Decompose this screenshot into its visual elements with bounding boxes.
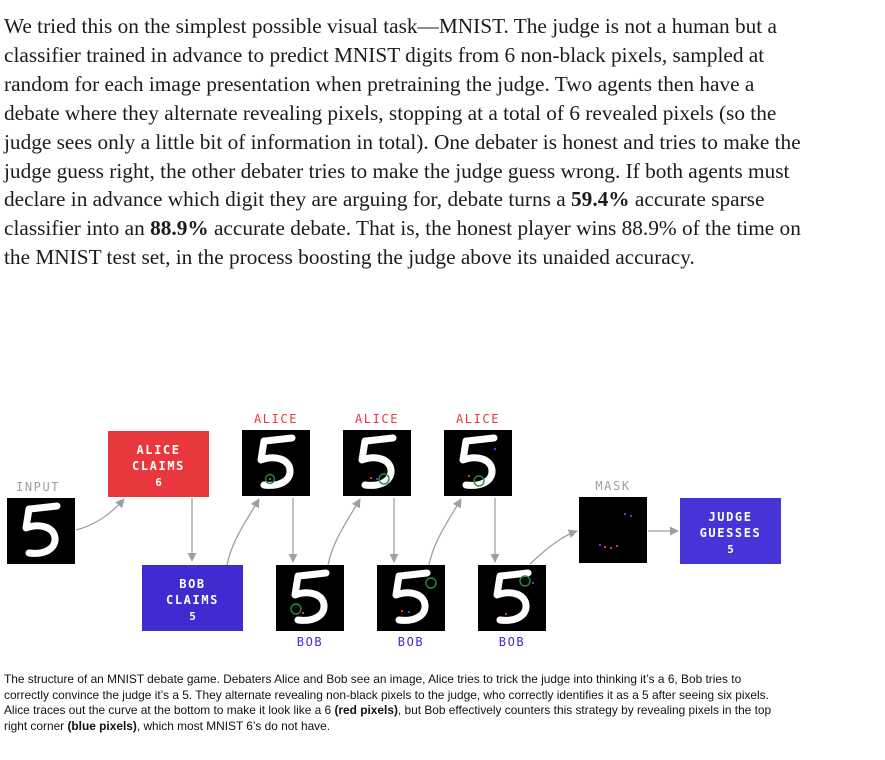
arrow-input-to-alice [76,499,124,530]
alice-claims-line2: CLAIMS [132,459,185,473]
judge-line2: GUESSES [699,526,762,540]
input-label: INPUT [16,480,61,494]
bob-label-2: BOB [397,635,425,649]
sparse-accuracy: 59.4% [571,187,630,212]
mask-pixel-red [604,546,606,548]
mask-label: MASK [595,479,631,493]
debate-diagram [0,400,885,660]
alice-label-2: ALICE [354,412,400,426]
arrow-bob2-to-alice3 [429,499,461,565]
revealed-pixel-blue [376,478,378,480]
revealed-pixel [269,478,271,480]
revealed-pixel-red [302,612,304,614]
mask-pixel-red [616,545,618,547]
mask-pixel-blue [599,544,601,546]
bob-move-1-image [276,565,344,631]
judge-line1: JUDGE [708,510,753,524]
intro-paragraph [4,12,804,272]
caption-blue-pixels: (blue pixels) [67,718,137,733]
revealed-pixel-blue [408,611,410,613]
revealed-pixel-blue [532,582,534,584]
arrow-bob3-to-mask [530,531,577,564]
bob-move-2-image [377,565,445,631]
caption-text-1: The structure of an MNIST debate game. Debaters Alice and Bob see an image, Alice tries to trick the judge into thinking it’s a 6, Bob tries to correctly convince the judge it’s a 5. They alternate revealing non-black pixels to the judge, who correctly identifies it as a 5 after seeing six pixels. Alice traces out the curve at the bottom to make it look like a 6 [4,672,769,718]
debate-accuracy: 88.9% [150,216,209,241]
revealed-pixel-red [401,610,403,612]
judge-guesses-box [680,498,781,564]
mask-image [579,497,647,563]
caption-text-3: , which most MNIST 6’s do not have. [136,718,331,733]
mask-pixel-blue [624,513,626,515]
bob-label-3: BOB [498,635,526,649]
alice-label-1: ALICE [253,412,299,426]
bob-claims-line2: CLAIMS [166,593,219,607]
mask-pixel-blue [630,515,632,517]
alice-claims-value: 6 [155,476,162,489]
revealed-pixel-blue [494,448,496,450]
revealed-pixel-red [505,613,507,615]
bob-label-1: BOB [296,635,324,649]
bob-claims-box [142,565,243,631]
revealed-pixel-red [370,477,372,479]
caption-red-pixels: (red pixels) [334,703,398,718]
alice-move-1-image [242,430,310,496]
figure-caption [4,672,789,734]
intro-text-1: We tried this on the simplest possible visual task—MNIST. The judge is not a human but a classifier trained in advance to predict MNIST digits from 6 non-black pixels, sampled at random for each image presentation when pretraining the judge. Two agents then have a debate where they alternate revealing pixels, stopping at a total of 6 revealed pixels (so the judge sees only a little bit of information in total). One debater is honest and tries to make the judge guess right, the other debater tries to make the judge guess wrong. If both agents must declare in advance which digit they are arguing for, debate turns a [4,14,801,212]
mask-pixel-red [610,547,612,549]
arrow-bob1-to-alice2 [328,499,360,565]
alice-claims-box [108,431,209,497]
intro-text-3: accurate debate. That is, the honest player wins 88.9% of the time on the MNIST test set, in the process boosting the judge above its unaided accuracy. [4,216,801,270]
bob-claims-line1: BOB [179,577,206,591]
alice-move-2-image [343,430,411,496]
bob-claims-value: 5 [189,610,196,623]
bob-move-3-image [478,565,546,631]
alice-label-3: ALICE [455,412,501,426]
revealed-pixel-red [468,475,470,477]
judge-value: 5 [727,543,734,556]
input-image [7,498,75,564]
caption-text-2: , but Bob effectively counters this strategy by revealing pixels in the top right corner [4,703,772,733]
alice-move-3-image [444,430,512,496]
alice-claims-line1: ALICE [136,443,181,457]
arrow-bob-to-alice-1 [227,499,259,565]
intro-text-2: accurate sparse classifier into an [4,187,765,241]
